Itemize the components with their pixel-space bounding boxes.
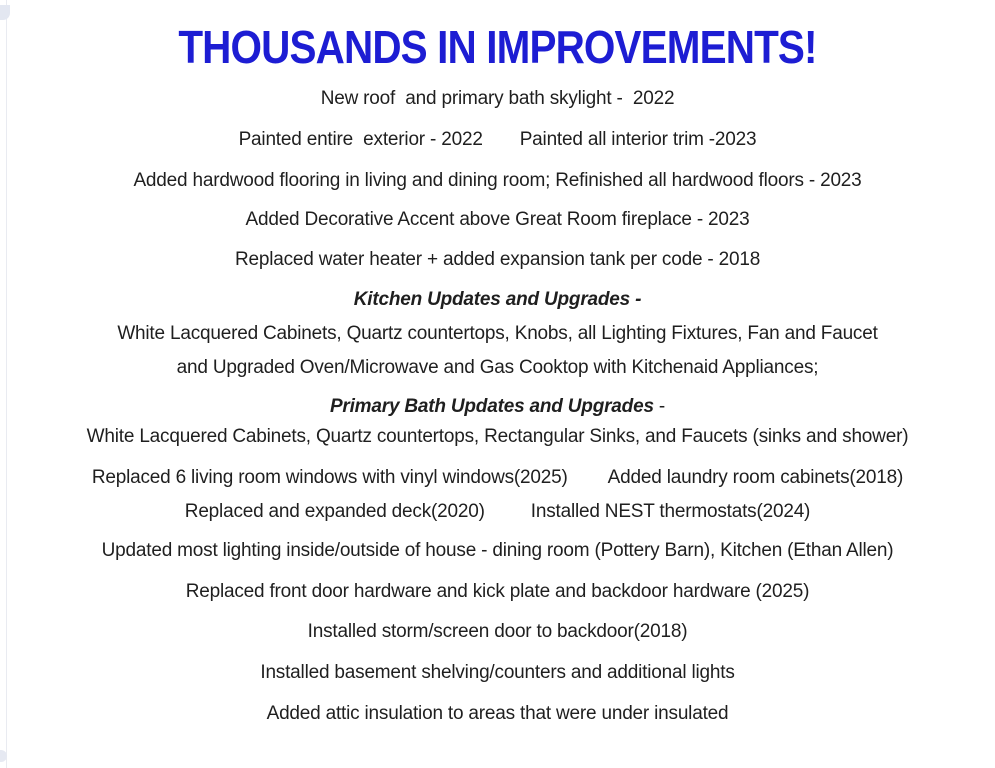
heading-primary-bath-updates: Primary Bath Updates and Upgrades - (329, 396, 666, 417)
line-door-hardware: Replaced front door hardware and kick plate and backdoor hardware (2025) (185, 581, 810, 602)
line-deck-thermostats (0, 500, 995, 524)
top-left-corner-artifact (0, 5, 10, 20)
line-new-roof: New roof and primary bath skylight - 2022 (320, 88, 675, 109)
line-bath-cabinets: White Lacquered Cabinets, Quartz countertops, Rectangular Sinks, and Faucets (sinks and shower) (86, 426, 909, 447)
line-painted (0, 128, 995, 152)
line-painted-interior-trim: Painted all interior trim -2023 (519, 129, 757, 150)
line-attic-insulation: Added attic insulation to areas that were under insulated (266, 703, 729, 724)
flyer-title: THOUSANDS IN IMPROVEMENTS! (178, 21, 817, 73)
left-edge-artifact (6, 0, 7, 768)
line-painted-exterior: Painted entire exterior - 2022 (238, 129, 483, 150)
line-nest-thermostats: Installed NEST thermostats(2024) (530, 501, 811, 522)
line-kitchen-appliances: and Upgraded Oven/Microwave and Gas Cooktop with Kitchenaid Appliances; (176, 357, 819, 378)
line-vinyl-windows: Replaced 6 living room windows with vinyl windows(2025) (91, 467, 568, 488)
line-updated-lighting: Updated most lighting inside/outside of house - dining room (Pottery Barn), Kitchen (Ethan Allen) (101, 540, 894, 561)
line-kitchen-cabinets: White Lacquered Cabinets, Quartz countertops, Knobs, all Lighting Fixtures, Fan and Faucet (117, 323, 878, 344)
line-laundry-cabinets: Added laundry room cabinets(2018) (607, 467, 904, 488)
line-decorative-accent: Added Decorative Accent above Great Room fireplace - 2023 (245, 209, 750, 230)
line-windows-laundry (0, 466, 995, 490)
line-expanded-deck: Replaced and expanded deck(2020) (184, 501, 485, 522)
heading-kitchen-updates: Kitchen Updates and Upgrades - (353, 289, 642, 310)
line-basement-shelving: Installed basement shelving/counters and additional lights (260, 662, 735, 683)
line-storm-door: Installed storm/screen door to backdoor(2018) (307, 621, 688, 642)
line-water-heater: Replaced water heater + added expansion tank per code - 2018 (234, 249, 761, 270)
line-hardwood-flooring: Added hardwood flooring in living and dining room; Refinished all hardwood floors - 2023 (133, 170, 862, 191)
